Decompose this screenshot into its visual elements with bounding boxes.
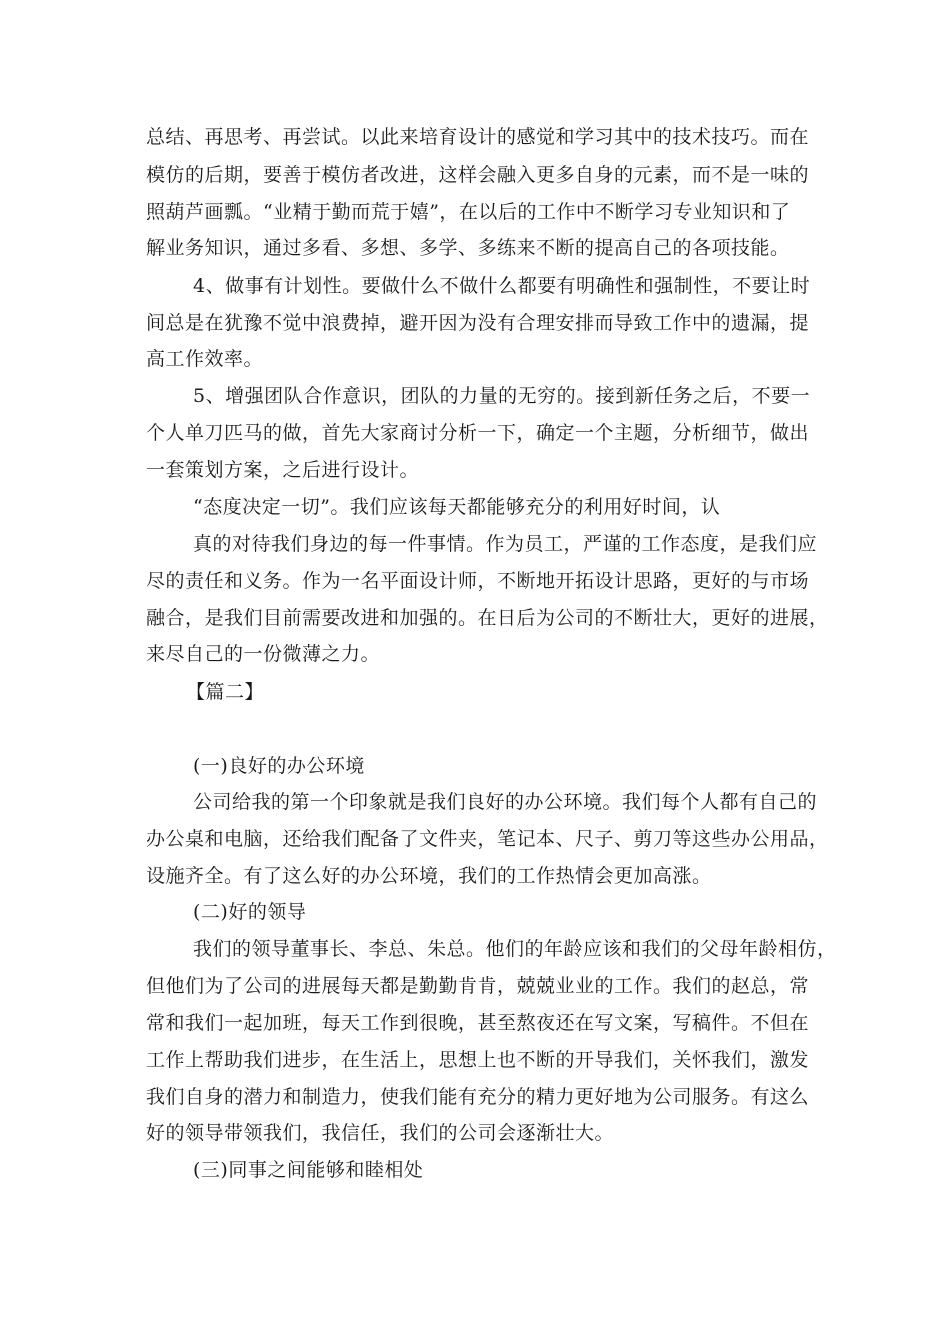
text-line: 总结、再思考、再尝试。以此来培育设计的感觉和学习其中的技术技巧。而在 (146, 126, 810, 148)
text-line: 4、做事有计划性。要做什么不做什么都要有明确性和强制性，不要让时 (193, 275, 811, 297)
text-line: 照葫芦画瓢。“业精于勤而荒于嬉”，在以后的工作中不断学习专业知识和了 (146, 201, 791, 223)
text-line: 但他们为了公司的进展每天都是勤勤肯肯，兢兢业业的工作。我们的赵总，常 (146, 975, 810, 997)
text-line: 我们自身的潜力和制造力，使我们能有充分的精力更好地为公司服务。有这么 (146, 1086, 810, 1108)
text-line: 工作上帮助我们进步，在生活上，思想上也不断的开导我们，关怀我们，激发 (146, 1049, 810, 1071)
text-line: 融合，是我们目前需要改进和加强的。在日后为公司的不断壮大，更好的进展， (146, 607, 829, 629)
text-line: 间总是在犹豫不觉中浪费掉，避开因为没有合理安排而导致工作中的遗漏，提 (146, 312, 810, 334)
text-line: 一套策划方案，之后进行设计。 (146, 459, 420, 481)
text-line: 5、增强团队合作意识，团队的力量的无穷的。接到新任务之后，不要一 (193, 385, 811, 407)
text-line: 办公桌和电脑，还给我们配备了文件夹，笔记本、尺子、剪刀等这些办公用品， (146, 828, 829, 850)
text-line: 模仿的后期，要善于模仿者改进，这样会融入更多自身的元素，而不是一味的 (146, 164, 810, 186)
text-line: 公司给我的第一个印象就是我们良好的办公环境。我们每个人都有自己的 (193, 791, 818, 813)
text-line: 好的领导带领我们，我信任，我们的公司会逐渐壮大。 (146, 1122, 615, 1144)
subsection-heading: (三)同事之间能够和睦相处 (193, 1159, 424, 1181)
text-line: 高工作效率。 (146, 348, 264, 370)
text-line: 解业务知识，通过多看、多想、多学、多练来不断的提高自己的各项技能。 (146, 237, 790, 259)
text-line: 来尽自己的一份微薄之力。 (146, 643, 381, 665)
text-line: 设施齐全。有了这么好的办公环境，我们的工作热情会更加高涨。 (146, 865, 712, 887)
subsection-heading: (一)良好的办公环境 (193, 755, 365, 777)
text-line: 个人单刀匹马的做，首先大家商讨分析一下，确定一个主题，分析细节，做出 (146, 422, 810, 444)
text-line: 尽的责任和义务。作为一名平面设计师，不断地开拓设计思路，更好的与市场 (146, 570, 810, 592)
text-line: 真的对待我们身边的每一件事情。作为员工，严谨的工作态度，是我们应 (193, 533, 818, 555)
text-line: 我们的领导董事长、李总、朱总。他们的年龄应该和我们的父母年龄相仿， (193, 938, 837, 960)
text-line: 常和我们一起加班，每天工作到很晚，甚至熬夜还在写文案，写稿件。不但在 (146, 1012, 810, 1034)
subsection-heading: (二)好的领导 (193, 901, 307, 923)
text-line: “态度决定一切”。我们应该每天都能够充分的利用好时间，认 (193, 496, 721, 518)
section-heading: 【篇二】 (186, 681, 265, 703)
